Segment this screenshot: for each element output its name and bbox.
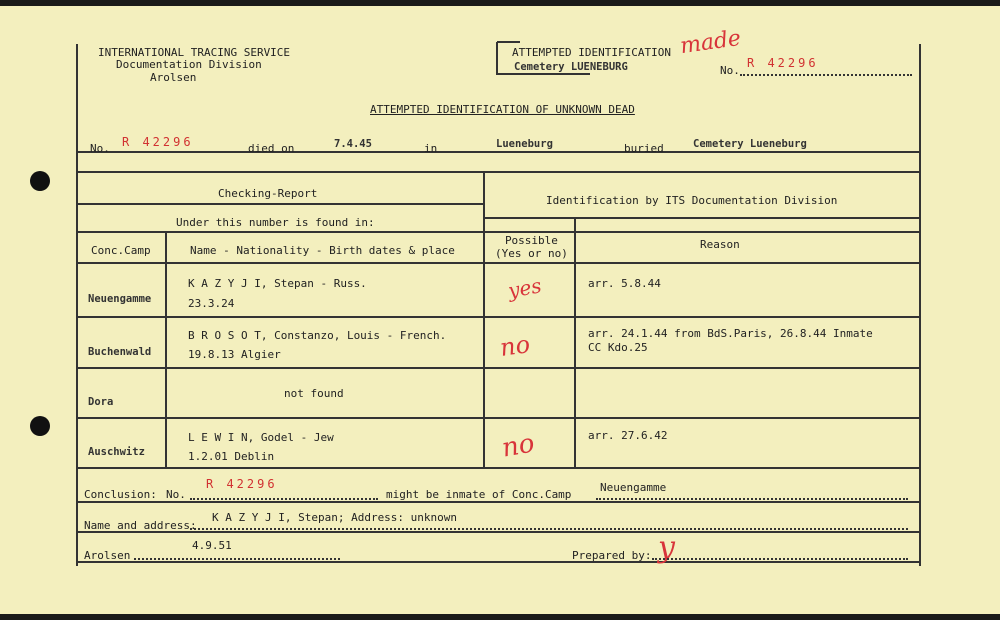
conclusion-label: Conclusion:: [84, 488, 157, 501]
record-buried-label: buried: [624, 142, 664, 155]
table-row-birth: 1.2.01 Deblin: [188, 450, 275, 463]
header-no-value: R 42296: [747, 56, 819, 70]
record-died-label: died on: [248, 142, 295, 155]
record-no-value: R 42296: [122, 135, 194, 149]
name-address-dots: [190, 528, 908, 530]
header-cemetery: Cemetery LUENEBURG: [514, 61, 628, 73]
table-row-name: B R O S O T, Constanzo, Louis - French.: [188, 329, 447, 342]
col-header-camp: Conc.Camp: [91, 244, 151, 257]
record-died-value: 7.4.45: [334, 138, 372, 150]
table-row-birth: 19.8.13 Algier: [188, 348, 281, 361]
org-division: Documentation Division: [116, 58, 262, 71]
identification-title: Identification by ITS Documentation Division: [546, 194, 838, 207]
table-row-possible: no: [498, 330, 532, 362]
table-row-reason-cont: CC Kdo.25: [588, 341, 648, 354]
org-name: INTERNATIONAL TRACING SERVICE: [98, 46, 291, 59]
col-header-reason: Reason: [700, 238, 740, 251]
footer-date: 4.9.51: [192, 539, 232, 552]
table-row-birth: 23.3.24: [188, 297, 235, 310]
table-row-camp: Buchenwald: [88, 346, 152, 358]
table-row-name: L E W I N, Godel - Jew: [188, 431, 334, 444]
prepared-by-dots: [652, 558, 908, 560]
table-row-reason: arr. 27.6.42: [588, 429, 668, 442]
header-handwritten-note: made: [678, 25, 743, 60]
table-row-camp: Dora: [88, 396, 114, 408]
table-row-name: K A Z Y J I, Stepan - Russ.: [188, 277, 367, 290]
record-no-label: No.: [90, 142, 110, 155]
col-header-name: Name - Nationality - Birth dates & place: [190, 244, 455, 257]
record-buried-value: Cemetery Lueneburg: [693, 138, 807, 150]
footer-date-dots: [134, 558, 340, 560]
record-in-label: in: [424, 142, 438, 155]
table-row-reason: arr. 24.1.44 from BdS.Paris, 26.8.44 Inmate: [588, 327, 873, 340]
name-address-label: Name and address:: [84, 519, 197, 532]
footer-city: Arolsen: [84, 549, 131, 562]
checking-report-subtitle: Under this number is found in:: [176, 216, 375, 229]
prepared-by-label: Prepared by:: [572, 549, 652, 562]
table-row-camp: Auschwitz: [88, 446, 145, 458]
table-row-reason: arr. 5.8.44: [588, 277, 661, 290]
table-row-name: not found: [284, 387, 344, 400]
conclusion-middle: might be inmate of Conc.Camp: [386, 488, 572, 501]
col-header-possible: Possible (Yes or no): [495, 234, 568, 260]
header-no-dots: [740, 74, 912, 76]
prepared-by-initials: y: [658, 530, 675, 565]
table-row-camp: Neuengamme: [88, 293, 152, 305]
conclusion-no-value: R 42296: [206, 477, 278, 491]
conclusion-camp-dots: [596, 498, 908, 500]
table-row-possible: no: [499, 428, 537, 464]
conclusion-no-dots: [190, 498, 378, 500]
conclusion-camp-value: Neuengamme: [600, 481, 667, 494]
table-row-possible: yes: [506, 273, 544, 303]
name-address-value: K A Z Y J I, Stepan; Address: unknown: [212, 511, 458, 524]
document-card: [0, 6, 1000, 614]
org-city: Arolsen: [150, 71, 197, 84]
checking-report-title: Checking-Report: [218, 187, 318, 200]
record-in-value: Lueneburg: [496, 138, 553, 150]
document-title: ATTEMPTED IDENTIFICATION OF UNKNOWN DEAD: [370, 103, 635, 116]
header-no-label: No.: [720, 64, 740, 77]
conclusion-no-label: No.: [166, 488, 186, 501]
header-box-title: ATTEMPTED IDENTIFICATION: [512, 46, 671, 59]
